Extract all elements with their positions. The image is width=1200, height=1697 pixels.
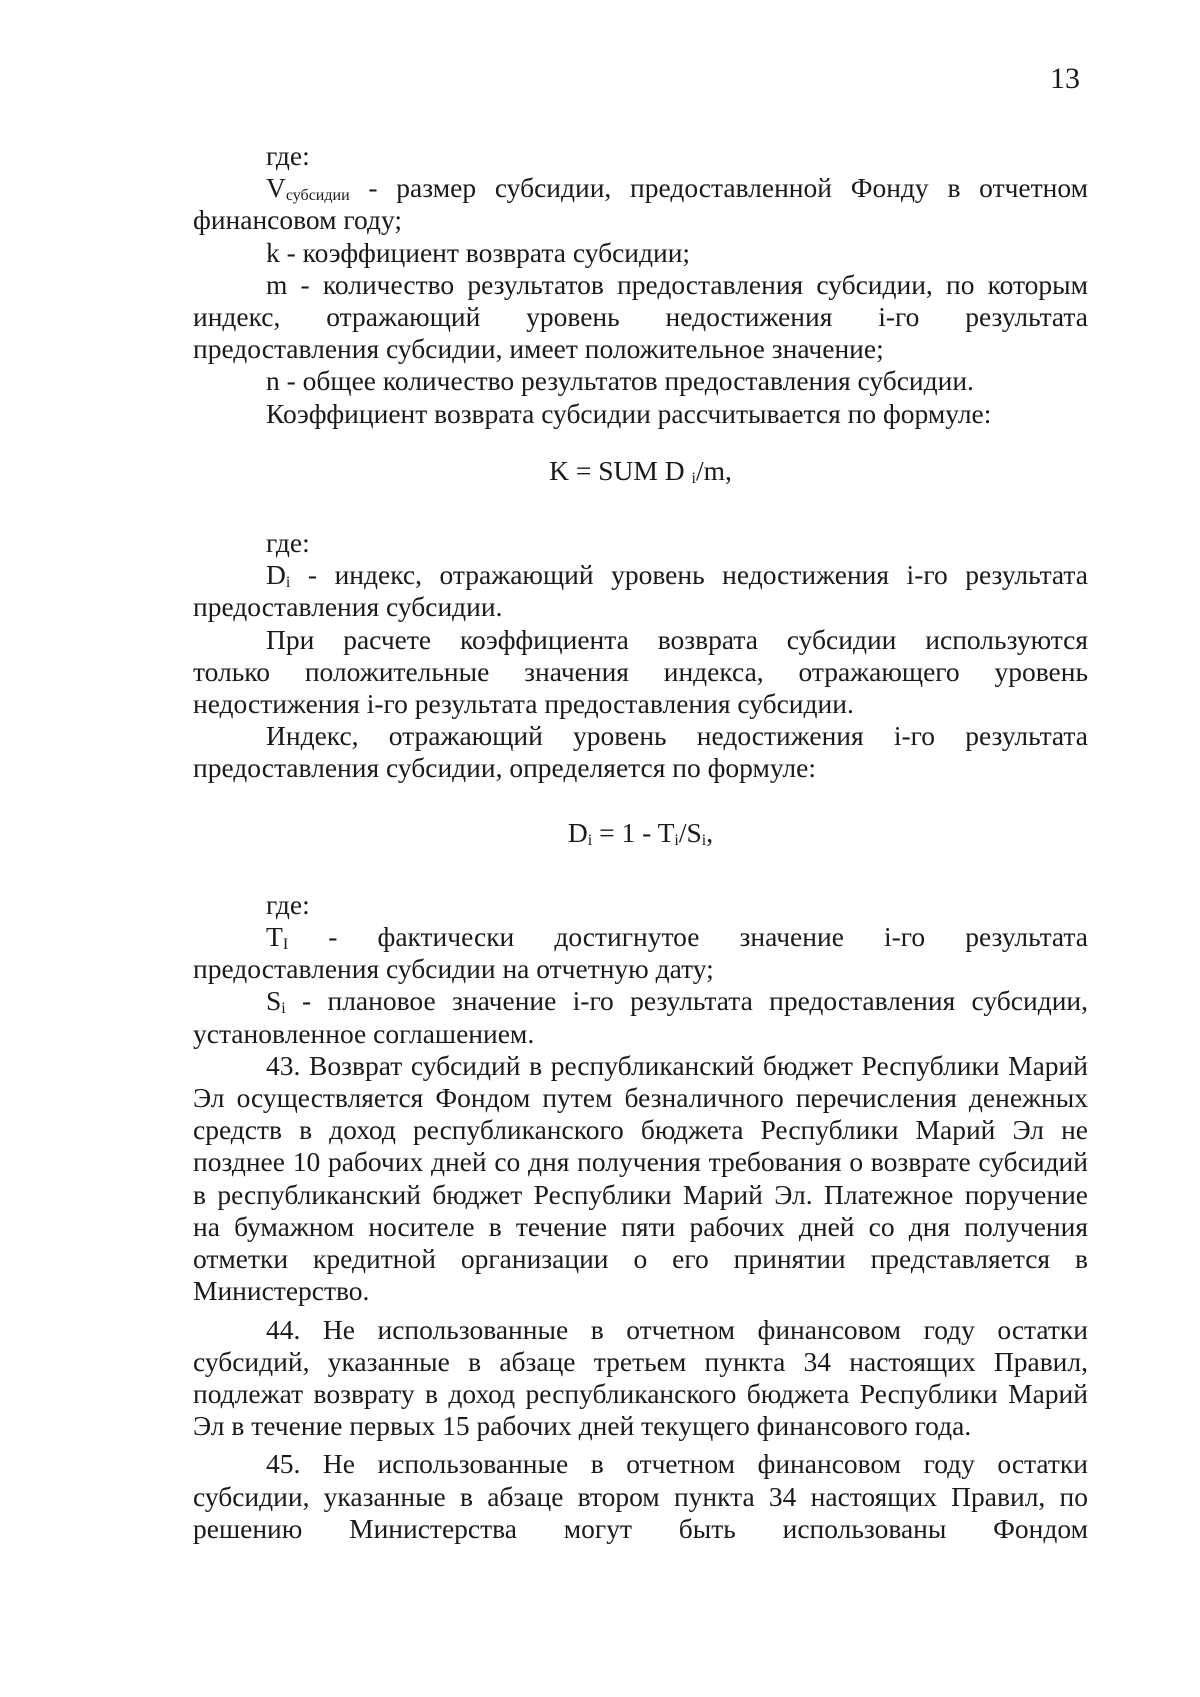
v-subsidy-definition xyxy=(193,172,1088,236)
where-label: где: xyxy=(266,527,310,559)
m-definition-line: индекс, отражающий уровень недостижения i-го результата xyxy=(193,301,1088,333)
formula-d xyxy=(193,817,1088,849)
n-definition: n - общее количество результатов предоставления субсидии. xyxy=(266,365,974,397)
formula-d-part: /S xyxy=(678,816,702,848)
t-subscript: I xyxy=(282,936,289,954)
paragraph-44: 44. Не использованные в отчетном финансовом году остатки субсидий, указанные в абзаце третьем пункта 34 настоящих Правил, подлежат возврату в доход республиканского бюджета Республики Марий Эл в течение первых 15 рабочих дней текущего финансового года. xyxy=(193,1313,1088,1442)
index-intro-line: Индекс, отражающий уровень недостижения i-го результата xyxy=(266,720,1088,752)
s-definition xyxy=(193,985,1088,1017)
where-label: где: xyxy=(266,888,310,920)
k-formula-intro: Коэффициент возврата субсидии рассчитывается по формуле: xyxy=(266,397,992,429)
v-subscript: субсидии xyxy=(285,187,350,205)
calc-note-line: недостижения i-го результата предоставления субсидии. xyxy=(193,688,854,720)
s-description: - плановое значение i-го результата предоставления субсидии, xyxy=(285,985,1088,1017)
paragraph-45: 45. Не использованные в отчетном финансовом году остатки субсидии, указанные в абзаце втором пункта 34 настоящих Правил, по решению Министерства могут быть использованы Фондом xyxy=(193,1448,1088,1544)
m-definition-line: предоставления субсидии, имеет положительное значение; xyxy=(193,333,884,365)
formula-d-part: , xyxy=(706,816,714,848)
k-definition: k - коэффициент возврата субсидии; xyxy=(266,236,691,268)
page-number: 13 xyxy=(1050,62,1080,95)
s-symbol: S xyxy=(266,985,282,1017)
calc-note-line: только положительные значения индекса, отражающего уровень xyxy=(193,655,1088,687)
index-intro-line: предоставления субсидии, определяется по формуле: xyxy=(193,752,817,784)
s-subscript: i xyxy=(281,1000,286,1018)
d-definition xyxy=(193,559,1088,591)
calc-note-line: При расчете коэффициента возврата субсидии используются xyxy=(266,623,1088,655)
d-subscript: i xyxy=(285,574,291,592)
formula-d-subscript: i xyxy=(701,831,707,849)
v-symbol: V xyxy=(266,172,286,204)
formula-k xyxy=(193,455,1088,487)
d-definition-line: предоставления субсидии. xyxy=(193,591,503,623)
t-definition xyxy=(193,921,1088,953)
formula-d-part: = 1 - T xyxy=(592,816,675,848)
paragraph-43: 43. Возврат субсидий в республиканский бюджет Республики Марий Эл осуществляется Фондом путем безналичного перечисления денежных средств в доход республиканского бюджета Республики Марий Эл не позднее 10 рабочих дней со дня получения требования о возврате субсидий в республиканский бюджет Республики Марий Эл. Платежное поручение на бумажном носителе в течение пяти рабочих дней со дня получения отметки кредитной организации о его принятии представляется в Министерство. xyxy=(193,1049,1088,1307)
formula-d-subscript: i xyxy=(587,831,593,849)
formula-k-subscript: i xyxy=(691,469,696,487)
t-symbol: T xyxy=(266,921,283,953)
s-definition-line: установленное соглашением. xyxy=(193,1017,535,1049)
formula-d-part: D xyxy=(567,816,588,848)
t-description: - фактически достигнутое значение i-го результата xyxy=(288,921,1088,953)
t-definition-line: предоставления субсидии на отчетную дату; xyxy=(193,953,714,985)
d-symbol: D xyxy=(266,559,286,591)
m-definition-line: m - количество результатов предоставления субсидии, по которым xyxy=(266,268,1088,300)
formula-d-subscript: i xyxy=(674,831,679,849)
formula-k-part: /m, xyxy=(695,454,732,486)
where-label: где: xyxy=(266,140,310,171)
formula-k-part: K = SUM D xyxy=(549,454,692,486)
document-body xyxy=(193,140,1088,1545)
d-description: - индекс, отражающий уровень недостижения i-го результата xyxy=(290,559,1088,591)
v-description: - размер субсидии, предоставленной Фонду в отчетном финансовом году; xyxy=(193,172,1088,236)
